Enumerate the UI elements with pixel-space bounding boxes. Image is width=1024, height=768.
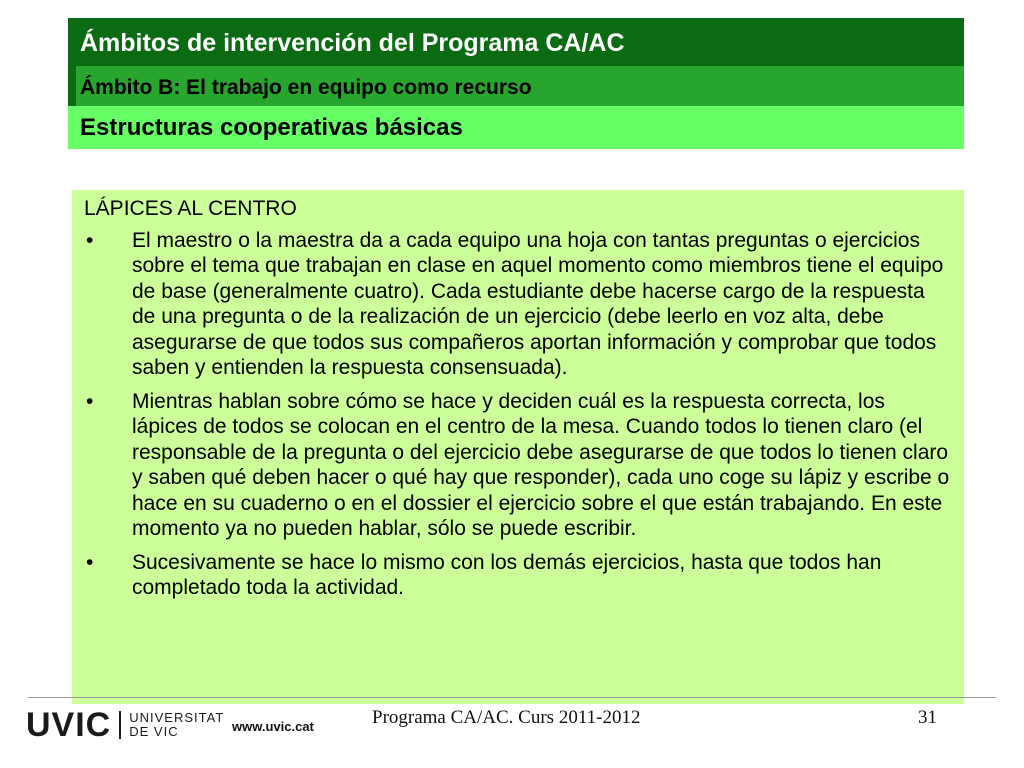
footer-divider xyxy=(28,697,996,698)
logo-text xyxy=(129,711,224,739)
list-item xyxy=(84,228,952,381)
list-item xyxy=(84,389,952,542)
website-link[interactable]: www.uvic.cat xyxy=(232,719,314,734)
logo-mark: UVIC xyxy=(26,705,112,744)
list-item-text: Sucesivamente se hace lo mismo con los demás ejercicios, hasta que todos han completado toda la actividad. xyxy=(132,550,882,599)
logo-separator xyxy=(119,711,121,739)
footer-text: Programa CA/AC. Curs 2011-2012 xyxy=(372,707,641,728)
bullet-icon: • xyxy=(86,389,94,413)
content-box xyxy=(72,190,964,704)
list-item xyxy=(84,550,952,601)
bullet-list xyxy=(84,228,952,601)
slide-subtitle xyxy=(68,66,964,106)
list-item-text: El maestro o la maestra da a cada equipo una hoja con tantas preguntas o ejercicios sobre el tema que trabajan en clase en aquel momento como miembros tiene el equipo de base (generalmente cuatro). Cada estudiante debe hacerse cargo de la respuesta de una pregunta o de la realización de un ejercicio (debe leerlo en voz alta, debe asegurarse de que todos sus compañeros aportan información y comprobar que todos saben y entienden la respuesta consensuada). xyxy=(132,228,944,379)
slide-subtitle-text: Ámbito B: El trabajo en equipo como recurso xyxy=(80,76,532,99)
section-title: Estructuras cooperativas básicas xyxy=(68,106,964,149)
uvic-logo xyxy=(26,705,225,744)
content-heading: LÁPICES AL CENTRO xyxy=(84,197,297,220)
bullet-icon: • xyxy=(86,550,94,574)
slide-title: Ámbitos de intervención del Programa CA/AC xyxy=(68,18,964,66)
list-item-text: Mientras hablan sobre cómo se hace y deciden cuál es la respuesta correcta, los lápices de todos se colocan en el centro de la mesa. Cuando todos lo tienen claro (el responsable de la pregunta o del ejercicio debe asegurarse de que todos lo tienen claro y saben qué deben hacer o qué hay que responder), cada uno coge su lápiz y escribe o hace en su cuaderno o en el dossier el ejercicio sobre el que están trabajando. En este momento ya no pueden hablar, sólo se puede escribir. xyxy=(132,389,950,540)
bullet-icon: • xyxy=(86,228,94,252)
logo-line-1: UNIVERSITAT xyxy=(129,710,225,725)
logo-line-2: DE VIC xyxy=(129,724,179,739)
page-number: 31 xyxy=(918,707,937,728)
